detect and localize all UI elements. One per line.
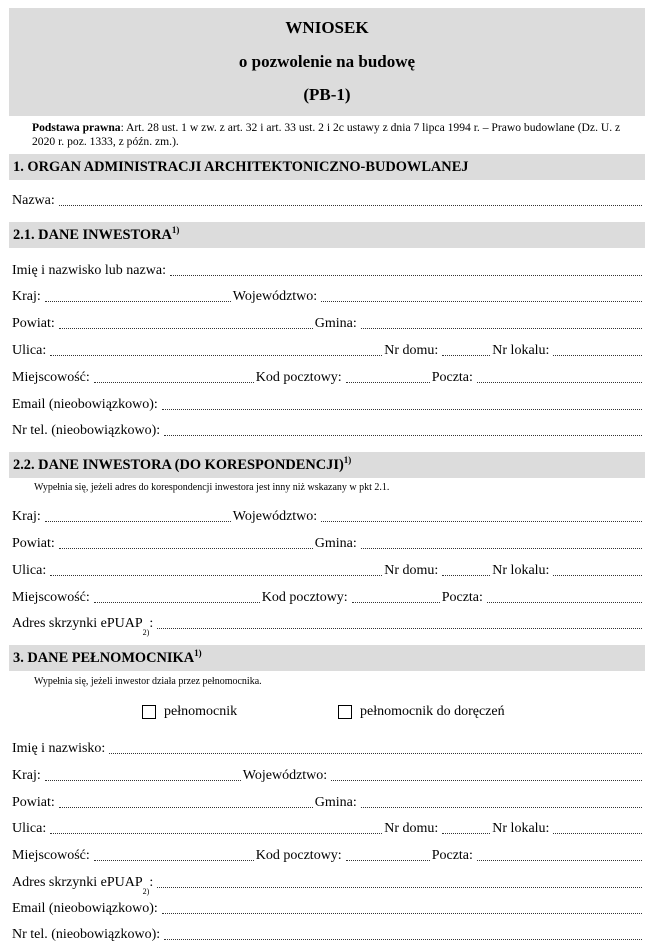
city-field[interactable] [94,860,254,861]
voivodeship-label: Województwo: [242,768,328,783]
flat-label: Nr lokalu: [492,821,550,836]
zip-field[interactable] [346,860,430,861]
epuap-label: Adres skrzynki ePUAP [12,875,143,890]
corr-epuap-row: Adres skrzynki ePUAP 2) : [12,615,644,633]
city-field[interactable] [94,382,254,383]
flat-field[interactable] [553,355,642,356]
zip-field[interactable] [352,602,440,603]
street-field[interactable] [50,575,382,576]
corr-city-row [12,589,644,607]
proxy-street-row [12,820,644,838]
proxy-country-row [12,767,644,785]
country-label: Kraj: [12,289,41,304]
post-field[interactable] [477,382,642,383]
epuap-field[interactable] [157,887,642,888]
proxy-phone-row [12,926,644,944]
form-code: (PB-1) [303,85,351,104]
zip-label: Kod pocztowy: [255,370,342,385]
proxy-label: pełnomocnik [164,704,238,719]
section-2-1-header [9,222,645,248]
post-field[interactable] [487,602,642,603]
voivodeship-label: Województwo: [232,289,318,304]
proxy-name-label: Imię i nazwisko: [12,741,106,756]
commune-label: Gmina: [314,316,357,331]
house-label: Nr domu: [384,343,439,358]
street-label: Ulica: [12,343,47,358]
option-proxy[interactable] [142,704,237,720]
delivery-proxy-label: pełnomocnik do doręczeń [360,704,505,719]
post-field[interactable] [477,860,642,861]
street-field[interactable] [50,355,382,356]
email-label: Email (nieobowiązkowo): [12,397,158,412]
commune-field[interactable] [361,548,642,549]
street-label: Ulica: [12,563,47,578]
investor-phone-row [12,422,644,440]
county-label: Powiat: [12,536,55,551]
voivodeship-field[interactable] [321,521,642,522]
flat-label: Nr lokalu: [492,343,550,358]
investor-email-row [12,396,644,414]
email-label: Email (nieobowiązkowo): [12,901,158,916]
proxy-county-row [12,794,644,812]
investor-name-field[interactable] [170,275,642,276]
county-field[interactable] [59,328,313,329]
form-header [9,8,645,116]
legal-basis [32,121,632,149]
country-field[interactable] [45,301,231,302]
commune-field[interactable] [361,807,642,808]
street-field[interactable] [50,833,382,834]
voivodeship-field[interactable] [321,301,642,302]
section-3-note: Wypełnia się, jeżeli inwestor działa przez pełnomocnika. [34,676,262,687]
house-label: Nr domu: [384,821,439,836]
email-field[interactable] [162,409,642,410]
investor-city-row [12,369,644,387]
zip-label: Kod pocztowy: [261,590,348,605]
phone-field[interactable] [164,939,642,940]
phone-field[interactable] [164,435,642,436]
country-field[interactable] [45,780,241,781]
zip-label: Kod pocztowy: [255,848,342,863]
house-label: Nr domu: [384,563,439,578]
county-field[interactable] [59,807,313,808]
organ-name-row [12,192,644,210]
investor-street-row [12,342,644,360]
commune-label: Gmina: [314,795,357,810]
country-field[interactable] [45,521,231,522]
proxy-name-field[interactable] [109,753,642,754]
post-label: Poczta: [441,590,483,605]
section-2-2-note: Wypełnia się, jeżeli adres do korespondencji inwestora jest inny niż wskazany w pkt 2.1. [34,482,390,493]
city-label: Miejscowość: [12,848,90,863]
phone-label: Nr tel. (nieobowiązkowo): [12,927,161,942]
investor-county-row [12,315,644,333]
legal-basis-text: : Art. 28 ust. 1 w zw. z art. 32 i art. 33 ust. 2 i 2c ustawy z dnia 7 lipca 1994 r. – Prawo budowlane (Dz. U. z 2020 r. poz. 1333, z późn. zm.). [32,121,621,148]
city-label: Miejscowość: [12,590,90,605]
commune-field[interactable] [361,328,642,329]
street-label: Ulica: [12,821,47,836]
section-2-2-header [9,452,645,478]
corr-county-row [12,535,644,553]
investor-country-row [12,288,644,306]
flat-label: Nr lokalu: [492,563,550,578]
option-delivery-proxy[interactable] [338,704,505,720]
city-label: Miejscowość: [12,370,90,385]
legal-basis-label: Podstawa prawna [32,121,121,134]
zip-field[interactable] [346,382,430,383]
flat-field[interactable] [553,575,642,576]
section-3-footnote: 1) [194,648,202,658]
post-label: Poczta: [431,848,473,863]
voivodeship-label: Województwo: [232,509,318,524]
delivery-proxy-checkbox[interactable] [338,705,352,719]
country-label: Kraj: [12,509,41,524]
corr-country-row [12,508,644,526]
section-3-title: 3. DANE PEŁNOMOCNIKA [13,650,195,666]
proxy-checkbox[interactable] [142,705,156,719]
city-field[interactable] [94,602,260,603]
house-field[interactable] [442,833,490,834]
voivodeship-field[interactable] [331,780,642,781]
proxy-epuap-row: Adres skrzynki ePUAP 2) : [12,874,644,892]
house-field[interactable] [442,575,490,576]
epuap-field[interactable] [157,628,642,629]
county-label: Powiat: [12,795,55,810]
county-field[interactable] [59,548,313,549]
section-1-header [9,154,645,180]
email-field[interactable] [162,913,642,914]
section-2-1-footnote: 1) [171,225,180,235]
investor-name-row [12,262,644,280]
section-1-title: 1. ORGAN ADMINISTRACJI ARCHITEKTONICZNO-BUDOWLANEJ [13,159,469,175]
country-label: Kraj: [12,768,41,783]
flat-field[interactable] [553,833,642,834]
epuap-label: Adres skrzynki ePUAP [12,616,143,631]
proxy-city-row [12,847,644,865]
proxy-name-row [12,740,644,758]
corr-street-row [12,562,644,580]
post-label: Poczta: [431,370,473,385]
section-2-2-footnote: 1) [343,455,352,465]
epuap-colon: : [149,875,154,890]
form-subtitle: o pozwolenie na budowę [238,52,416,71]
county-label: Powiat: [12,316,55,331]
investor-name-label: Imię i nazwisko lub nazwa: [12,263,166,278]
commune-label: Gmina: [314,536,357,551]
proxy-email-row [12,900,644,918]
section-3-header [9,645,645,671]
organ-name-field[interactable] [59,205,642,206]
house-field[interactable] [442,355,490,356]
organ-name-label: Nazwa: [12,193,55,208]
phone-label: Nr tel. (nieobowiązkowo): [12,423,161,438]
form-title: WNIOSEK [285,18,369,37]
section-2-2-title: 2.2. DANE INWESTORA (DO KORESPONDENCJI) [13,457,344,473]
epuap-colon: : [149,616,154,631]
section-2-1-title: 2.1. DANE INWESTORA [13,227,172,243]
